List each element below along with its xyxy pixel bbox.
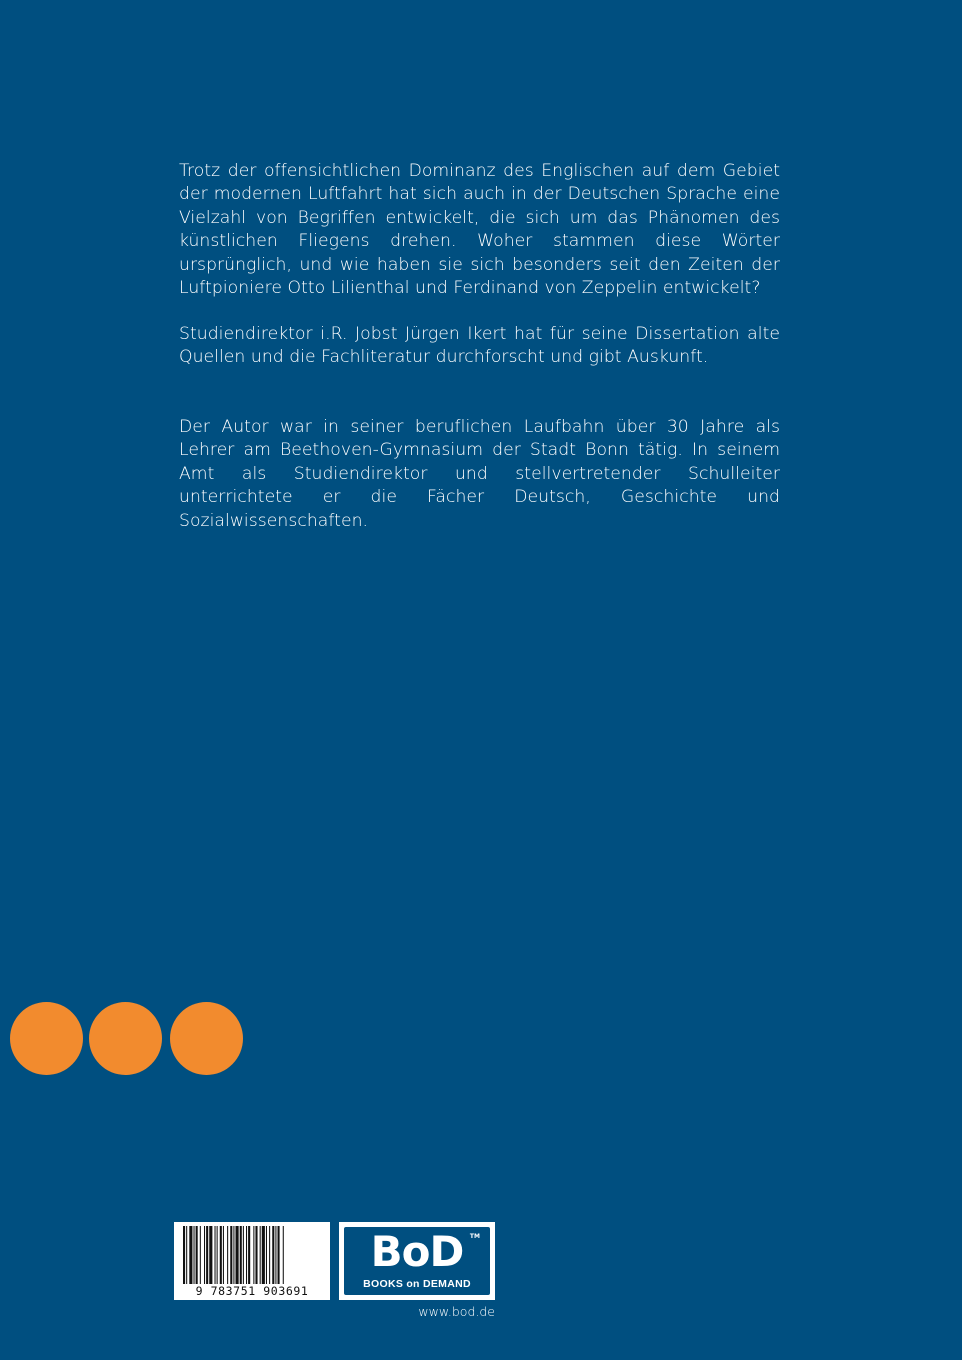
barcode-bar bbox=[215, 1226, 216, 1284]
barcode-bar bbox=[253, 1226, 254, 1284]
barcode-bar bbox=[272, 1226, 274, 1284]
barcode-bar bbox=[204, 1226, 205, 1284]
barcode-bar bbox=[209, 1226, 212, 1284]
barcode-bar bbox=[189, 1226, 192, 1284]
barcode-bar bbox=[220, 1226, 222, 1284]
barcode-bar bbox=[186, 1226, 187, 1284]
barcode-bar bbox=[248, 1226, 250, 1284]
barcode-bar bbox=[227, 1226, 228, 1284]
barcode-bar bbox=[278, 1226, 280, 1284]
publisher-logo-badge bbox=[344, 1227, 490, 1295]
trademark-mark: TM bbox=[469, 1233, 480, 1240]
barcode-bar bbox=[269, 1226, 270, 1284]
barcode-digits: 9 783751 903691 bbox=[176, 1284, 328, 1298]
orange-dot bbox=[10, 1002, 83, 1075]
barcode-bar bbox=[223, 1226, 224, 1284]
orange-dot bbox=[89, 1002, 162, 1075]
publisher-website: www.bod.de bbox=[418, 1304, 495, 1319]
barcode-bar bbox=[206, 1226, 208, 1284]
barcode-bar bbox=[194, 1226, 195, 1284]
barcode-bar bbox=[200, 1226, 201, 1284]
isbn-barcode bbox=[174, 1222, 330, 1300]
publisher-logo-text: BoD bbox=[370, 1227, 464, 1276]
barcode-bar bbox=[240, 1226, 242, 1284]
barcode-bar bbox=[275, 1226, 276, 1284]
barcode-bar bbox=[262, 1226, 265, 1284]
author-research-paragraph: Studiendirektor i.R. Jobst Jürgen Ikert hat für seine Dissertation alte Quellen und die Fachliteratur durchforscht und gibt Auskunft. bbox=[179, 324, 780, 368]
description-paragraph: Trotz der offensichtlichen Dominanz des Englischen auf dem Gebiet der modernen Luftfahrt hat sich auch in der Deutschen Sprache eine Vielzahl von Begriffen entwickelt, die sich um das Phänomen des künstlichen Fliegens drehen. Woher stammen diese Wörter ursprünglich, und wie haben sie sich besonders seit den Zeiten der Luftpioniere Otto Lilienthal und Ferdinand von Zeppelin entwickelt? bbox=[179, 161, 780, 299]
author-bio-paragraph: Der Autor war in seiner beruflichen Laufbahn über 30 Jahre als Lehrer am Beethoven-Gymnasium der Stadt Bonn tätig. In seinem Amt als Studiendirektor und stellvertretender Schulleiter unterrichtete er die Fächer Deutsch, Geschichte und Sozialwissenschaften. bbox=[179, 417, 780, 531]
barcode-bar bbox=[266, 1226, 267, 1284]
orange-dot bbox=[170, 1002, 243, 1075]
barcode-bar bbox=[243, 1226, 244, 1284]
barcode-bar bbox=[230, 1226, 232, 1284]
barcode-bar bbox=[196, 1226, 198, 1284]
barcode-bar bbox=[283, 1226, 284, 1284]
barcode-bar bbox=[246, 1226, 247, 1284]
publisher-logo bbox=[339, 1222, 495, 1300]
barcode-bar bbox=[255, 1226, 257, 1284]
publisher-tagline: BOOKS on DEMAND bbox=[363, 1278, 471, 1290]
barcode-bar bbox=[233, 1226, 234, 1284]
barcode-bar bbox=[236, 1226, 239, 1284]
barcode-bar bbox=[217, 1226, 218, 1284]
barcode-bars bbox=[182, 1226, 326, 1286]
barcode-bar bbox=[260, 1226, 261, 1284]
barcode-bar bbox=[183, 1226, 185, 1284]
